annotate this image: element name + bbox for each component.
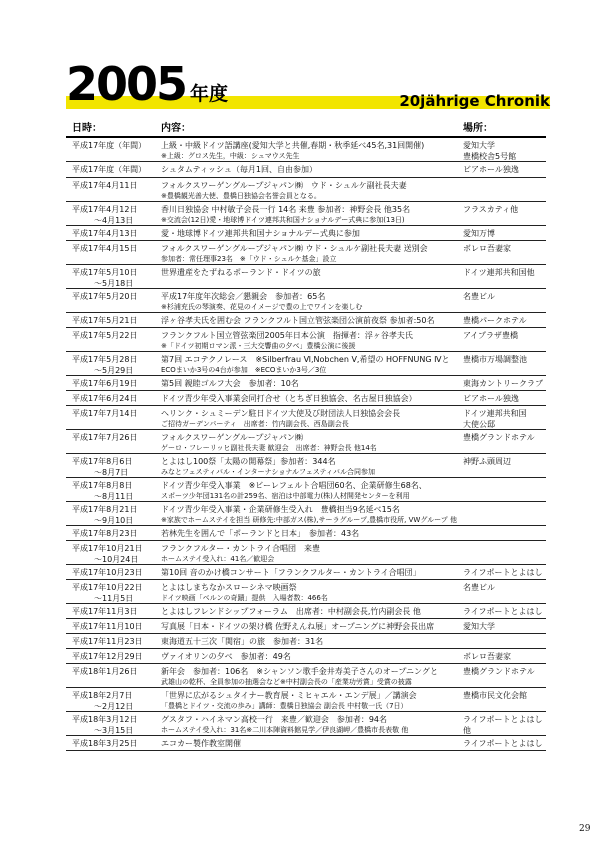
row-content	[161, 504, 461, 526]
row-date-start: 平成17年4月11日	[72, 181, 138, 190]
row-date	[72, 543, 158, 565]
row-content	[161, 164, 461, 175]
table-row	[66, 313, 546, 328]
row-content	[161, 714, 461, 736]
table-row	[66, 604, 546, 619]
row-date	[72, 354, 158, 376]
row-content-note: ※杉浦充氏の琴演奏、花見のイメージで豊の上でワインを楽しむ	[161, 303, 363, 311]
row-location	[463, 651, 547, 662]
chronik-label: 20jährige Chronik	[399, 92, 550, 110]
row-date	[72, 315, 158, 326]
row-content	[161, 243, 461, 265]
row-content-note: ※上級：グロス先生，中級：シュマウス先生	[161, 152, 300, 160]
row-content-main: グスタフ・ハイネマン高校一行 来豊／歓迎会 参加者：94名	[161, 715, 388, 724]
row-content-main: フォルクスワーゲングループジャパン㈱ ウド・シュルケ副社長夫妻 送別会	[161, 244, 428, 253]
row-content-note: ECOまいか3号の4台が参加 ※ECOまいか3号／3位	[161, 366, 327, 374]
row-date-start: 平成18年3月25日	[72, 739, 138, 748]
row-date	[72, 456, 158, 478]
row-location-line1: ドイツ連邦共和国他	[463, 268, 535, 277]
row-date-start: 平成17年10月21日	[72, 544, 143, 553]
row-location-line1: 名豊ビル	[463, 583, 495, 592]
row-date-start: 平成18年1月26日	[72, 667, 138, 676]
row-location	[463, 738, 547, 749]
table-row	[66, 478, 546, 502]
row-content-note: ホームステイ受入れ：31名※二川本陣資料館見学／伊良湖岬／豊橋市長表敬 他	[161, 726, 409, 734]
row-location-line1: 東海カントリークラブ	[463, 379, 543, 388]
row-location-line1: ライフポートとよはし	[463, 568, 543, 577]
row-date-end: ～2月12日	[94, 702, 134, 711]
row-content-main: フォルクスワーゲングループジャパン㈱	[161, 433, 303, 442]
row-location-line1: ドイツ連邦共和国	[463, 409, 527, 418]
row-date-start: 平成17年4月15日	[72, 244, 138, 253]
row-location-line1: ビアホール独逸	[463, 394, 519, 403]
chronicle-table	[66, 138, 546, 751]
row-location-line1: フラスカティ他	[463, 205, 519, 214]
row-content-note: ※豊橋観光善大使、豊橋日独協会名誉会員となる。	[161, 192, 321, 200]
row-date	[72, 243, 158, 254]
row-date	[72, 393, 158, 404]
table-row	[66, 502, 546, 526]
table-row	[66, 541, 546, 565]
row-date-start: 平成17年6月24日	[72, 394, 138, 403]
table-row	[66, 580, 546, 604]
year-title: 2005	[66, 57, 187, 111]
table-row	[66, 352, 546, 376]
row-location	[463, 567, 547, 578]
row-date-start: 平成17年5月21日	[72, 316, 138, 325]
row-date	[72, 666, 158, 677]
row-location	[463, 315, 547, 326]
row-location	[463, 267, 547, 278]
row-content-main: 新年会 参加者：106名 ※シャンソン歌手金井寿美子さんのオープニングと	[161, 667, 439, 676]
table-row	[66, 565, 546, 580]
row-date-end: ～10月24日	[94, 555, 139, 564]
row-location	[463, 354, 547, 365]
row-content	[161, 480, 461, 502]
row-content-note: ※「ドイツ初期ロマン派・三大交響曲の夕べ」豊橋公演に後援	[161, 342, 356, 350]
row-location	[463, 393, 547, 404]
table-row	[66, 289, 546, 313]
row-content-main: 世界遺産をたずねるポーランド・ドイツの旅	[161, 268, 321, 277]
row-date	[72, 567, 158, 578]
row-content	[161, 378, 461, 389]
row-date	[72, 582, 158, 604]
row-content-main: 「世界に広がるシュタイナー教育展・ミヒャエル・エンデ展」／講演会	[161, 691, 417, 700]
row-content-main: 東海道五十三次「関宿」の旅 参加者：31名	[161, 637, 324, 646]
row-location-line1: ライフポートとよはし	[463, 715, 543, 724]
row-location-line2: 豊橋校舎5号館	[463, 152, 517, 161]
table-row	[66, 526, 546, 541]
row-content-note: ※家族でホームステイを担当 研修先:中部ガス(株),サーラグループ,豊橋市役所, VWグループ 他	[161, 516, 457, 524]
row-location	[463, 408, 547, 430]
row-date	[72, 330, 158, 341]
row-location-line1: 豊橋市民文化会館	[463, 691, 527, 700]
row-content-note: ホームステイ受入れ：41名／歓迎会	[161, 555, 275, 563]
table-row	[66, 202, 546, 226]
row-date-end: ～5月18日	[94, 279, 134, 288]
table-row	[66, 649, 546, 664]
row-location	[463, 456, 547, 467]
row-date	[72, 528, 158, 539]
row-date-start: 平成18年3月12日	[72, 715, 138, 724]
row-date	[72, 651, 158, 662]
row-date-start: 平成17年8月8日	[72, 481, 133, 490]
row-location	[463, 621, 547, 632]
row-date-end: ～3月15日	[94, 726, 134, 735]
table-row	[66, 664, 546, 688]
row-content-note: 「豊橋とドイツ・交流の歩み」講師：豊橋日独協会 副会長 中村敬一氏（7日）	[161, 702, 408, 710]
row-date-start: 平成17年8月21日	[72, 505, 138, 514]
row-content-note: スポーツ少年団131名の計259名、宿泊は中部電力(株)人材開発センターを利用	[161, 492, 410, 500]
row-content-main: とよはしフレンドシップフォーラム 出席者：中村副会長,竹内副会長 他	[161, 607, 421, 616]
table-row	[66, 178, 546, 202]
row-location	[463, 666, 547, 677]
row-content	[161, 228, 461, 239]
row-content-main: 第5回 親睦ゴルフ大会 参加者：10名	[161, 379, 299, 388]
row-location	[463, 243, 547, 254]
row-content	[161, 666, 461, 688]
row-date	[72, 636, 158, 647]
row-content	[161, 180, 461, 202]
row-content	[161, 315, 461, 326]
row-date	[72, 621, 158, 632]
row-content	[161, 582, 461, 604]
row-content	[161, 651, 461, 662]
row-location-line1: 名豊ビル	[463, 292, 495, 301]
row-location-line1: 豊橋グランドホテル	[463, 667, 535, 676]
column-header-content: 内容：	[161, 123, 191, 134]
row-date-start: 平成17年11月23日	[72, 637, 143, 646]
row-content	[161, 621, 461, 632]
row-location-line1: 愛知万博	[463, 229, 495, 238]
row-content-main: 平成17年度年次総会／懇親会 参加者：65名	[161, 292, 326, 301]
row-content-main: 上級・中級ドイツ語講座(愛知大学と共催,春期・秋季延べ45名,31回開催)	[161, 141, 425, 150]
row-location-line1: 豊橋パークホテル	[463, 316, 527, 325]
row-content-main: ドイツ青少年受入事業・企業研修生受入れ 豊橋担当9名延べ15名	[161, 505, 400, 514]
nendo-label: 年度	[190, 83, 229, 105]
row-location	[463, 140, 547, 162]
row-location-line1: アイプラザ豊橋	[463, 331, 519, 340]
row-location-line1: ライフポートとよはし	[463, 739, 543, 748]
column-header-location: 場所：	[463, 123, 493, 134]
row-date	[72, 291, 158, 302]
row-date-start: 平成17年8月23日	[72, 529, 138, 538]
row-location	[463, 164, 547, 175]
row-content	[161, 456, 461, 478]
row-date-start: 平成17年5月28日	[72, 355, 138, 364]
row-content	[161, 738, 461, 749]
row-date-start: 平成17年8月6日	[72, 457, 133, 466]
table-row	[66, 712, 546, 736]
row-location-line1: 神野ふ頭周辺	[463, 457, 511, 466]
row-content	[161, 606, 461, 617]
row-date-start: 平成17年5月10日	[72, 268, 138, 277]
table-row	[66, 619, 546, 634]
table-row	[66, 241, 546, 265]
row-location-line2: 他	[463, 726, 471, 735]
row-date-start: 平成17年7月26日	[72, 433, 138, 442]
row-content-note: ゲーロ・フレーリッヒ副社長夫妻 歓迎会 出席者：神野会長 他14名	[161, 444, 377, 452]
row-date	[72, 140, 158, 151]
row-location	[463, 291, 547, 302]
row-content-main: とよはし100祭「太陽の開幕祭」参加者：344名	[161, 457, 336, 466]
row-content-main: ドイツ青少年受入事業会同打合せ（とちぎ日独協会、名古屋日独協会）	[161, 394, 417, 403]
row-location	[463, 204, 547, 215]
row-date-start: 平成17年11月3日	[72, 607, 138, 616]
row-date	[72, 714, 158, 736]
row-location-line1: ボレロ吾妻家	[463, 652, 511, 661]
row-date-start: 平成17年5月20日	[72, 292, 138, 301]
row-content	[161, 140, 461, 162]
row-content	[161, 204, 461, 226]
row-date	[72, 204, 158, 226]
page-number: 29	[579, 824, 591, 834]
table-row	[66, 406, 546, 430]
row-date-start: 平成17年10月23日	[72, 568, 143, 577]
row-date-end: ～5月29日	[94, 366, 134, 375]
row-location-line1: 豊橋グランドホテル	[463, 433, 535, 442]
table-row	[66, 138, 546, 162]
row-content-note: ※交流会(12日)愛・地球博ドイツ連邦共和国ナショナルデー式典に参加(13日)	[161, 216, 405, 224]
row-date	[72, 504, 158, 526]
row-content	[161, 408, 461, 430]
row-content	[161, 567, 461, 578]
row-location	[463, 714, 547, 736]
row-date-start: 平成17年度（年間）	[72, 141, 147, 150]
row-date-start: 平成17年10月22日	[72, 583, 143, 592]
row-date-start: 平成17年11月10日	[72, 622, 143, 631]
row-location-line1: ライフポートとよはし	[463, 607, 543, 616]
row-location-line1: 愛知大学	[463, 622, 495, 631]
table-row	[66, 736, 546, 751]
row-content	[161, 354, 461, 376]
row-content	[161, 528, 461, 539]
row-location	[463, 228, 547, 239]
row-content-main: 第7回 エコテクノレース ※Silberfrau Ⅵ,Nobchen Ⅴ,希望の HOFFNUNG Ⅳと	[161, 355, 450, 364]
row-content-main: 若林先生を囲んで「ポーランドと日本」 参加者：43名	[161, 529, 360, 538]
row-content-main: シュタムティッシュ（毎月1回、自由参加）	[161, 165, 317, 174]
row-date	[72, 228, 158, 239]
row-date	[72, 690, 158, 712]
row-content-note: 武雄山の乾杯、全員参加の抽選会など※中村副会長の「産業功労賞」受賞の披露	[161, 678, 412, 686]
row-date	[72, 408, 158, 419]
row-content-main: 第10回 音のかけ橋コンサート「フランクフルター・カントライ合唱団」	[161, 568, 421, 577]
row-date-start: 平成17年5月22日	[72, 331, 138, 340]
row-content-main: フォルクスワーゲングループジャパン㈱ ウド・シュルケ副社長夫妻	[161, 181, 407, 190]
row-content-main: ドイツ青少年受入事業 ※ビーレフェルト合唱団60名、企業研修生68名、	[161, 481, 427, 490]
row-content	[161, 291, 461, 313]
row-location	[463, 582, 547, 593]
table-row	[66, 376, 546, 391]
row-date-start: 平成17年4月13日	[72, 229, 138, 238]
row-location-line1: 愛知大学	[463, 141, 495, 150]
row-date	[72, 378, 158, 389]
row-content	[161, 267, 461, 278]
row-content	[161, 432, 461, 454]
table-row	[66, 162, 546, 178]
table-row	[66, 328, 546, 352]
table-row	[66, 391, 546, 406]
row-content	[161, 330, 461, 352]
row-date-start: 平成17年度（年間）	[72, 165, 147, 174]
row-location	[463, 432, 547, 443]
row-content-note: みなとフェスティバル・インターナショナルフェスティバル合同参加	[161, 468, 375, 476]
row-content-main: フランクフルター・カントライ合唱団 来豊	[161, 544, 320, 553]
row-date-end: ～4月13日	[94, 216, 134, 225]
row-content-main: ヴァイオリンの夕べ 参加者：49名	[161, 652, 291, 661]
row-date	[72, 738, 158, 749]
row-content	[161, 636, 461, 647]
row-date	[72, 267, 158, 289]
row-content-main: 愛・地球博ドイツ連邦共和国ナショナルデー式典に参加	[161, 229, 360, 238]
row-date-end: ～8月7日	[94, 468, 129, 477]
row-date-start: 平成18年2月7日	[72, 691, 133, 700]
row-date-end: ～9月10日	[94, 516, 134, 525]
table-row	[66, 226, 546, 241]
table-row	[66, 634, 546, 649]
row-date-start: 平成17年7月14日	[72, 409, 138, 418]
row-location-line2: 大使公邸	[463, 420, 495, 429]
row-date	[72, 432, 158, 443]
row-content-main: エコカー製作教室開催	[161, 739, 241, 748]
row-content-note: ご招待ガーデンパーティ 出席者：竹内副会長、西島副会長	[161, 420, 349, 428]
row-date-start: 平成17年6月19日	[72, 379, 138, 388]
row-location	[463, 330, 547, 341]
row-date	[72, 164, 158, 175]
row-date	[72, 606, 158, 617]
row-content	[161, 543, 461, 565]
row-date-start: 平成17年12月29日	[72, 652, 143, 661]
row-location-line1: ビアホール独逸	[463, 165, 519, 174]
row-date	[72, 180, 158, 191]
row-content-main: 浮ヶ谷孝夫氏を囲む会 フランクフルト国立管弦楽団公演前夜祭 参加者:50名	[161, 316, 435, 325]
row-date-end: ～11月5日	[94, 594, 134, 603]
table-row	[66, 265, 546, 289]
row-content-main: とよはしまちなかスローシネマ映画祭	[161, 583, 297, 592]
column-header-date: 日時：	[72, 123, 102, 134]
row-date-start: 平成17年4月12日	[72, 205, 138, 214]
row-content-main: フランクフルト国立管弦楽団2005年日本公演 指揮者：浮ヶ谷孝夫氏	[161, 331, 413, 340]
row-location	[463, 690, 547, 701]
row-content	[161, 393, 461, 404]
row-location-line1: ボレロ吾妻家	[463, 244, 511, 253]
row-date-end: ～8月11日	[94, 492, 134, 501]
row-content-note: 参加者：常任理事23名 ※「ウド・シュルケ基金」設立	[161, 255, 337, 263]
row-location	[463, 606, 547, 617]
table-row	[66, 688, 546, 712]
row-content-main: ヘリンク・シュミーデン駐日ドイツ大使及び財団法人日独協会会長	[161, 409, 401, 418]
row-location-line1: 豊橋市万場調整池	[463, 355, 527, 364]
row-location	[463, 378, 547, 389]
table-row	[66, 430, 546, 454]
row-content-main: 写真展「日本・ドイツの架け橋 佐野えんね展」オープニングに神野会長出席	[161, 622, 435, 631]
page-header	[66, 58, 566, 118]
table-row	[66, 454, 546, 478]
row-date	[72, 480, 158, 502]
row-content-main: 香川日独協会 中村敏子会長一行 14名 来豊 参加者：神野会長 他35名	[161, 205, 411, 214]
row-content-note: ドイツ映画「ベルンの奇蹟」提供 入場者数：466名	[161, 594, 328, 602]
row-content	[161, 690, 461, 712]
